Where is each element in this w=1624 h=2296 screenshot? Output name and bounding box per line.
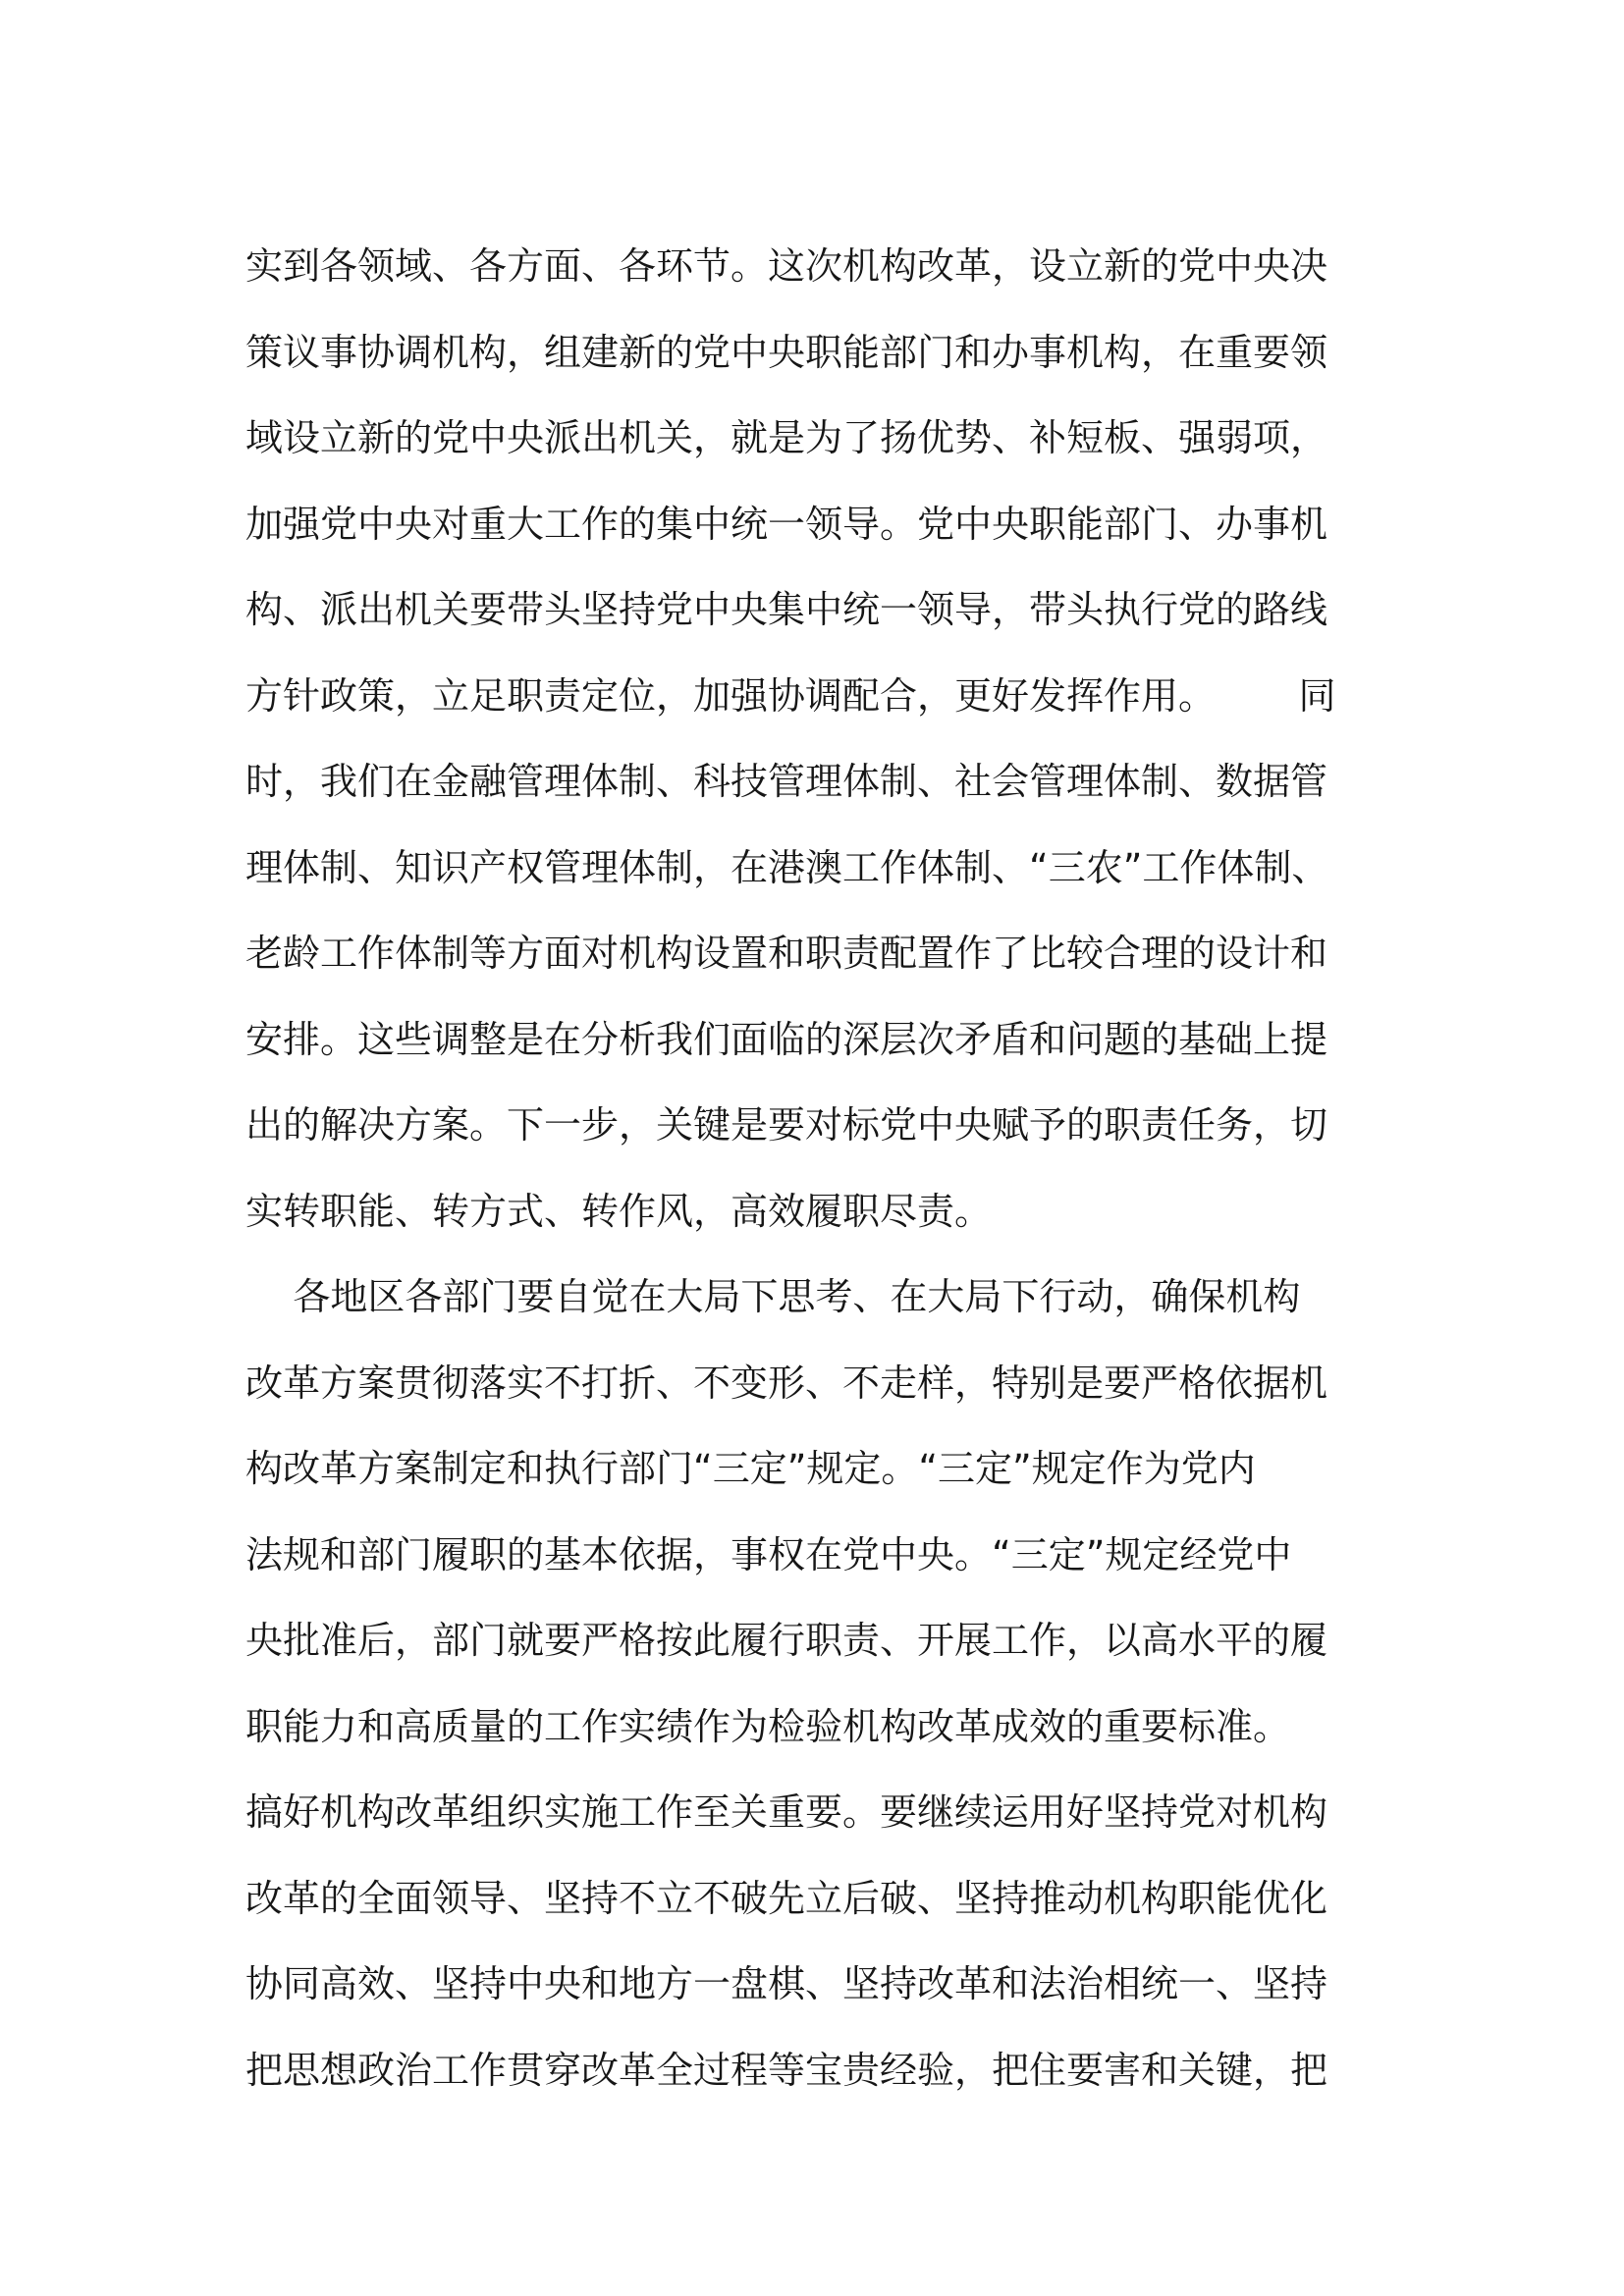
text-line: 实到各领域、各方面、各环节。这次机构改革，设立新的党中央决 [245, 244, 1328, 288]
text-line: 央批准后，部门就要严格按此履行职责、开展工作，以高水平的履 [245, 1619, 1328, 1662]
text-line: 法规和部门履职的基本依据，事权在党中央。“三定”规定经党中 [245, 1532, 1292, 1576]
text-line: 安排。这些调整是在分析我们面临的深层次矛盾和问题的基础上提 [245, 1017, 1328, 1061]
text-line: 把思想政治工作贯穿改革全过程等宝贵经验，把住要害和关键，把 [245, 2048, 1328, 2092]
text-line: 域设立新的党中央派出机关，就是为了扬优势、补短板、强弱项， [245, 416, 1328, 459]
text-line: 职能力和高质量的工作实绩作为检验机构改革成效的重要标准。 [245, 1704, 1291, 1748]
text-line: 出的解决方案。下一步，关键是要对标党中央赋予的职责任务，切 [245, 1103, 1328, 1147]
text-line: 构、派出机关要带头坚持党中央集中统一领导，带头执行党的路线 [245, 588, 1328, 631]
text-line: 理体制、知识产权管理体制，在港澳工作体制、“三农”工作体制、 [245, 845, 1329, 889]
text-line: 老龄工作体制等方面对机构设置和职责配置作了比较合理的设计和 [245, 932, 1328, 975]
text-line: 搞好机构改革组织实施工作至关重要。要继续运用好坚持党对机构 [245, 1790, 1328, 1834]
text-line: 时，我们在金融管理体制、科技管理体制、社会管理体制、数据管 [245, 760, 1328, 803]
text-line: 构改革方案制定和执行部门“三定”规定。“三定”规定作为党内 [245, 1447, 1256, 1490]
body-text [245, 224, 1424, 2113]
paragraph-first-line: 各地区各部门要自觉在大局下思考、在大局下行动，确保机构 [245, 1275, 1301, 1318]
text-line: 方针政策，立足职责定位，加强协调配合，更好发挥作用。 同 [245, 673, 1336, 718]
text-line: 协同高效、坚持中央和地方一盘棋、坚持改革和法治相统一、坚持 [245, 1962, 1328, 2005]
text-line: 策议事协调机构，组建新的党中央职能部门和办事机构，在重要领 [245, 330, 1328, 374]
text-line: 加强党中央对重大工作的集中统一领导。党中央职能部门、办事机 [245, 502, 1328, 546]
text-line: 实转职能、转方式、转作风，高效履职尽责。 [245, 1189, 993, 1233]
text-line: 改革的全面领导、坚持不立不破先立后破、坚持推动机构职能优化 [245, 1876, 1328, 1920]
text-line: 改革方案贯彻落实不打折、不变形、不走样，特别是要严格依据机 [245, 1361, 1328, 1405]
